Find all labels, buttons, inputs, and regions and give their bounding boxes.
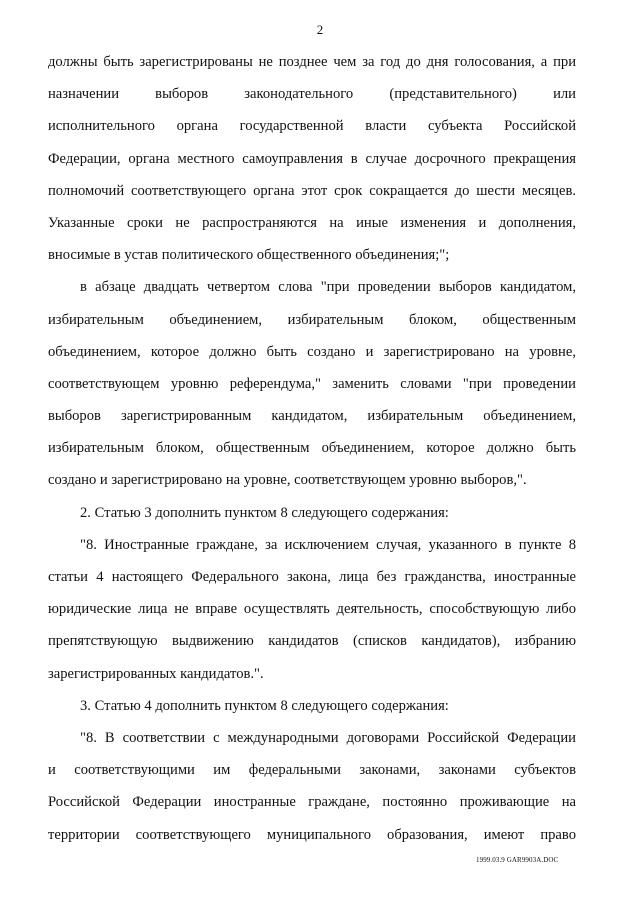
text-line: "8. В соответствии с международными договорами Российской Федерации [80,729,576,746]
text-line: создано и зарегистрировано на уровне, соответствующем уровню выборов,". [48,472,527,489]
document-file-code: 1999.03.9 GAR9903A.DOC [476,856,559,864]
text-line: статьи 4 настоящего Федерального закона, лица без гражданства, иностранные [48,569,576,585]
text-line: избирательным объединением, избирательным блоком, общественным [48,311,576,328]
text-line: полномочий соответствующего органа этот срок сокращается до шести месяцев. [48,182,576,199]
text-line: должны быть зарегистрированы не позднее чем за год до дня голосования, а при [48,54,576,70]
text-line: препятствующую выдвижению кандидатов (списков кандидатов), избранию [48,633,576,650]
text-line: соответствующем уровню референдума," заменить словами "при проведении [48,375,576,392]
text-line: зарегистрированных кандидатов.". [48,665,264,682]
text-line: 2. Статью 3 дополнить пунктом 8 следующего содержания: [80,504,449,521]
text-line: "8. Иностранные граждане, за исключением случая, указанного в пункте 8 [80,536,576,553]
text-line: исполнительного органа государственной власти субъекта Российской [48,118,576,135]
text-line: Указанные сроки не распространяются на иные изменения и дополнения, [48,214,576,231]
text-line: Российской Федерации иностранные граждане, постоянно проживающие на [48,794,576,811]
text-line: назначении выборов законодательного (представительного) или [48,86,576,103]
paragraph [48,497,576,529]
text-line: в абзаце двадцать четвертом слова "при проведении выборов кандидатом, [80,279,576,296]
text-line: выборов зарегистрированным кандидатом, избирательным объединением, [48,408,576,425]
document-body [48,46,576,851]
text-line: 3. Статью 4 дополнить пунктом 8 следующего содержания: [80,697,449,714]
text-line: территории соответствующего муниципального образования, имеют право [48,826,576,843]
text-line: избирательным блоком, общественным объединением, которое должно быть [48,440,576,457]
paragraph [48,46,576,271]
paragraph [48,690,576,722]
paragraph [48,722,576,851]
text-line: и соответствующими им федеральными законами, законами субъектов [48,762,576,779]
text-line: юридические лица не вправе осуществлять деятельность, способствующую либо [48,601,576,618]
paragraph [48,271,576,496]
paragraph [48,529,576,690]
page-number: 2 [316,22,324,37]
text-line: вносимые в устав политического общественного объединения;"; [48,247,450,264]
text-line: Федерации, органа местного самоуправления в случае досрочного прекращения [48,150,576,167]
text-line: объединением, которое должно быть создано и зарегистрировано на уровне, [48,343,576,360]
